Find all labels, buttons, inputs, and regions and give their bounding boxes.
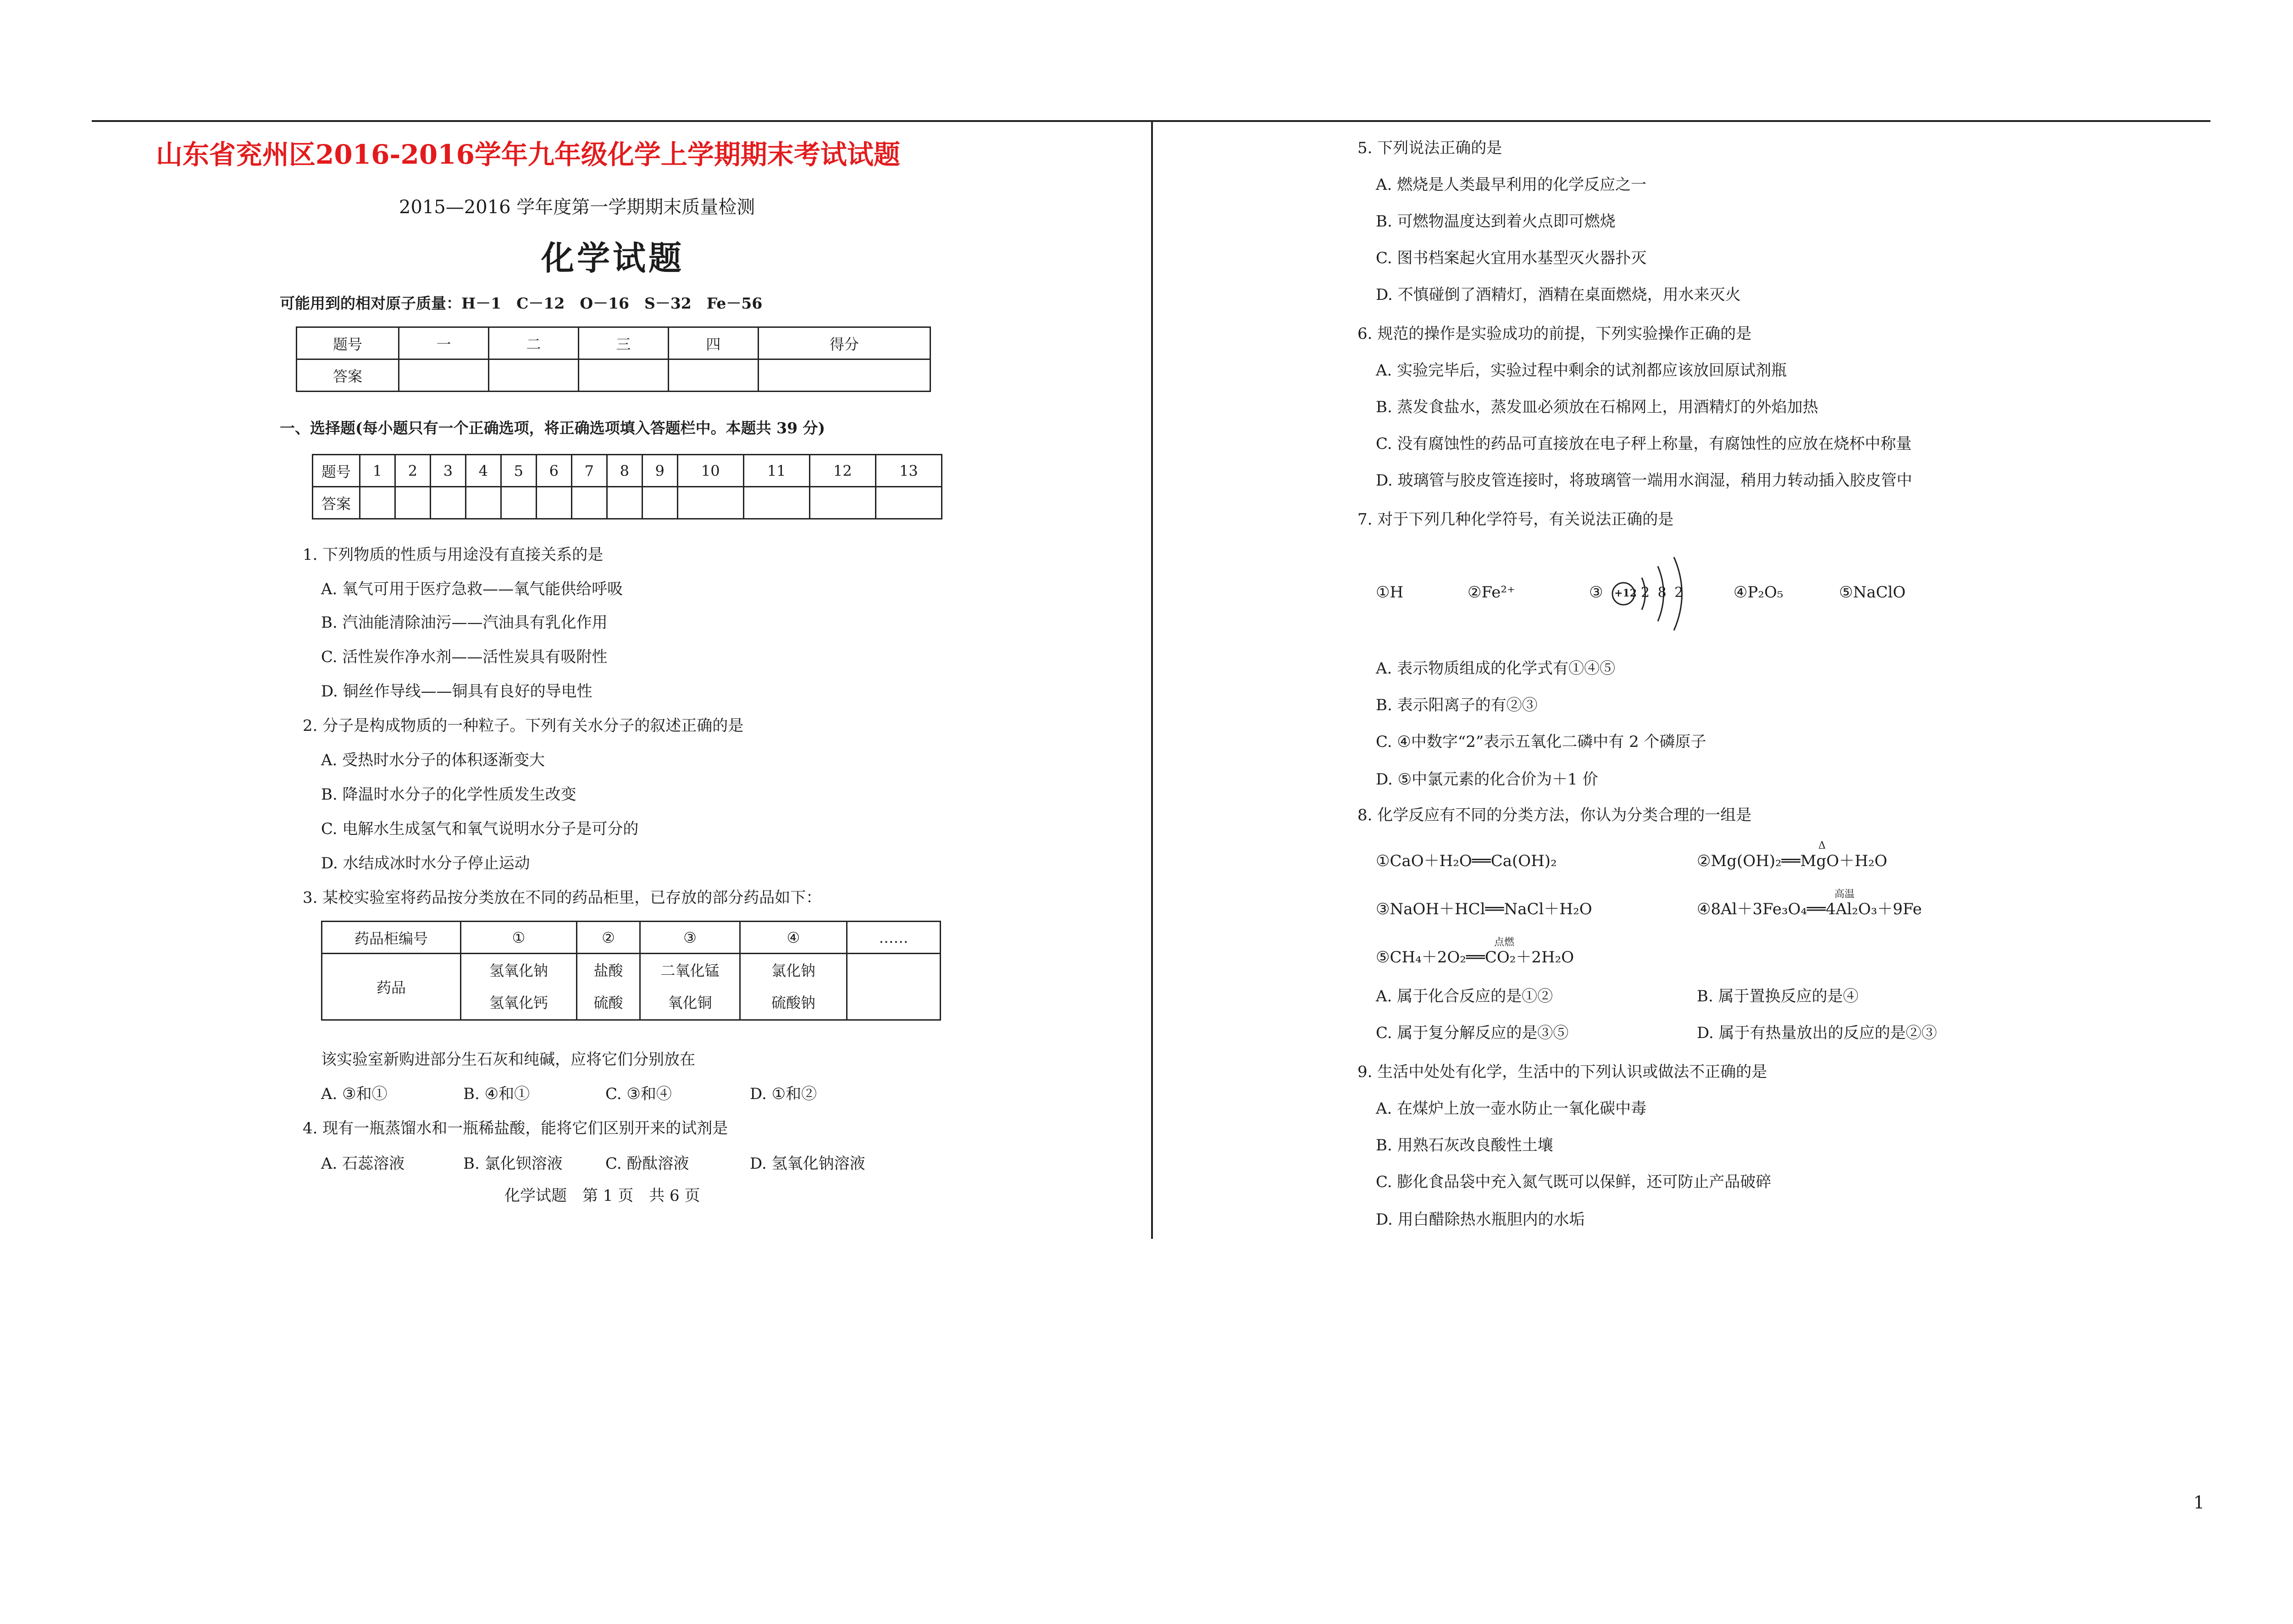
answer-cell	[743, 487, 809, 519]
q8-stem: 8. 化学反应有不同的分类方法，你认为分类合理的一组是	[1357, 806, 1752, 824]
cabinet-cell	[640, 954, 740, 1020]
q3-stem: 3. 某校实验室将药品按分类放在不同的药品柜里，已存放的部分药品如下：	[303, 889, 822, 907]
score-cell: 答案	[297, 359, 399, 392]
q6-option: C. 没有腐蚀性的药品可直接放在电子秤上称量，有腐蚀性的应放在烧杯中称量	[1376, 435, 1912, 453]
answer-cell	[395, 487, 430, 519]
answer-cell: 2	[395, 455, 430, 487]
q4-option: C. 酚酞溶液	[605, 1154, 689, 1173]
q8-option: A. 属于化合反应的是①②	[1376, 987, 1553, 1005]
document-title: 山东省兖州区2016-2016学年九年级化学上学期期末考试试题	[156, 139, 900, 170]
q9-option: A. 在煤炉上放一壶水防止一氧化碳中毒	[1376, 1099, 1647, 1118]
q7-symbol: ③	[1589, 583, 1603, 602]
cabinet-cell	[461, 954, 577, 1020]
q4-stem: 4. 现有一瓶蒸馏水和一瓶稀盐酸，能将它们区别开来的试剂是	[303, 1119, 728, 1138]
q3-option: A. ③和①	[321, 1085, 388, 1103]
cabinet-cell	[847, 954, 941, 1020]
answer-cell: 12	[809, 455, 875, 487]
answer-cell	[607, 487, 642, 519]
answer-table	[312, 454, 942, 519]
score-cell	[399, 359, 489, 392]
score-cell: 一	[399, 327, 489, 359]
score-cell: 题号	[297, 327, 399, 359]
score-cell	[758, 359, 930, 392]
q8-option: B. 属于置换反应的是④	[1697, 987, 1859, 1005]
score-cell: 二	[488, 327, 578, 359]
answer-cell	[642, 487, 677, 519]
answer-cell: 7	[571, 455, 607, 487]
q5-option: A. 燃烧是人类最早利用的化学反应之一	[1376, 176, 1647, 194]
cabinet-item: 氢氧化钙	[489, 994, 548, 1011]
q1-stem: 1. 下列物质的性质与用途没有直接关系的是	[303, 546, 604, 564]
score-cell: 三	[578, 327, 668, 359]
answer-cell: 答案	[313, 487, 360, 519]
cabinet-cell: ①	[461, 922, 577, 954]
q3-option: B. ④和①	[463, 1085, 530, 1103]
cabinet-cell	[740, 954, 847, 1020]
q7-stem: 7. 对于下列几种化学符号，有关说法正确的是	[1357, 510, 1674, 529]
column-divider	[1151, 120, 1153, 1239]
q4-option: D. 氢氧化钠溶液	[750, 1154, 865, 1173]
cabinet-cell: ②	[577, 922, 640, 954]
score-cell	[578, 359, 668, 392]
q4-option: A. 石蕊溶液	[321, 1154, 405, 1173]
cabinet-cell: 药品柜编号	[322, 922, 461, 954]
cabinet-cell: ……	[847, 922, 941, 954]
q1-option: C. 活性炭作净水剂——活性炭具有吸附性	[321, 648, 608, 666]
q5-option: B. 可燃物温度达到着火点即可燃烧	[1376, 212, 1616, 231]
answer-cell: 11	[743, 455, 809, 487]
q5-option: D. 不慎碰倒了酒精灯，酒精在桌面燃烧，用水来灭火	[1376, 286, 1741, 304]
cabinet-table	[321, 921, 941, 1021]
q8-condition: 点燃	[1494, 937, 1515, 948]
atomic-masses: 可能用到的相对原子质量：H－1 C－12 O－16 S－32 Fe－56	[280, 294, 763, 312]
q9-option: B. 用熟石灰改良酸性土壤	[1376, 1136, 1553, 1154]
cabinet-item: 氢氧化钠	[489, 962, 548, 979]
cabinet-item: 二氧化锰	[660, 962, 720, 979]
cabinet-item: 硫酸	[593, 994, 623, 1011]
q9-stem: 9. 生活中处处有化学，生活中的下列认识或做法不正确的是	[1357, 1063, 1767, 1081]
q8-option: C. 属于复分解反应的是③⑤	[1376, 1024, 1569, 1042]
cabinet-cell: ③	[640, 922, 740, 954]
answer-cell: 6	[536, 455, 571, 487]
q8-condition: Δ	[1818, 840, 1826, 851]
q2-option: A. 受热时水分子的体积逐渐变大	[321, 751, 545, 769]
q8-condition: 高温	[1834, 889, 1855, 900]
score-table	[296, 326, 931, 392]
exam-title: 化学试题	[541, 238, 685, 277]
q8-equation: ⑤CH₄＋2O₂══CO₂＋2H₂O	[1376, 948, 1574, 967]
q7-option: D. ⑤中氯元素的化合价为＋1 价	[1376, 770, 1598, 789]
answer-cell	[677, 487, 743, 519]
q1-option: B. 汽油能清除油污——汽油具有乳化作用	[321, 613, 608, 632]
q7-symbol: ②Fe²⁺	[1468, 583, 1515, 602]
score-cell	[488, 359, 578, 392]
q5-stem: 5. 下列说法正确的是	[1357, 139, 1502, 157]
answer-cell	[875, 487, 942, 519]
cabinet-item: 氯化钠	[771, 962, 815, 979]
score-cell: 四	[668, 327, 758, 359]
answer-cell	[809, 487, 875, 519]
exam-subtitle: 2015—2016 学年度第一学期期末质量检测	[399, 197, 755, 218]
answer-cell	[360, 487, 395, 519]
page-footer: 化学试题 第 1 页 共 6 页	[504, 1187, 700, 1205]
q7-option: C. ④中数字“2”表示五氧化二磷中有 2 个磷原子	[1376, 733, 1706, 751]
q7-symbol: ④P₂O₅	[1734, 583, 1783, 602]
cabinet-item: 盐酸	[593, 962, 623, 979]
q7-option: A. 表示物质组成的化学式有①④⑤	[1376, 659, 1616, 678]
q6-stem: 6. 规范的操作是实验成功的前提，下列实验操作正确的是	[1357, 325, 1752, 343]
q2-option: D. 水结成冰时水分子停止运动	[321, 854, 530, 873]
page-number: 1	[2193, 1492, 2204, 1513]
atom-nucleus-label: +12	[1614, 587, 1637, 599]
answer-cell: 1	[360, 455, 395, 487]
q9-option: D. 用白醋除热水瓶胆内的水垢	[1376, 1210, 1585, 1229]
q2-option: B. 降温时水分子的化学性质发生改变	[321, 785, 576, 804]
answer-cell: 3	[430, 455, 465, 487]
score-cell	[668, 359, 758, 392]
q1-option: D. 铜丝作导线——铜具有良好的导电性	[321, 682, 593, 701]
q4-option: B. 氯化钡溶液	[463, 1154, 563, 1173]
q6-option: D. 玻璃管与胶皮管连接时，将玻璃管一端用水润湿，稍用力转动插入胶皮管中	[1376, 471, 1912, 490]
answer-cell: 题号	[313, 455, 360, 487]
answer-cell: 9	[642, 455, 677, 487]
q9-option: C. 膨化食品袋中充入氮气既可以保鲜，还可防止产品破碎	[1376, 1173, 1772, 1191]
q3-option: C. ③和④	[605, 1085, 672, 1103]
answer-cell: 4	[465, 455, 501, 487]
q3-followup: 该实验室新购进部分生石灰和纯碱，应将它们分别放在	[321, 1050, 695, 1069]
cabinet-cell: 药品	[322, 954, 461, 1020]
q6-option: B. 蒸发食盐水，蒸发皿必须放在石棉网上，用酒精灯的外焰加热	[1376, 398, 1818, 416]
answer-cell: 13	[875, 455, 942, 487]
q8-equation: ②Mg(OH)₂══MgO＋H₂O	[1697, 852, 1888, 870]
q5-option: C. 图书档案起火宜用水基型灭火器扑灭	[1376, 249, 1647, 267]
q7-symbol: ①H	[1376, 583, 1404, 602]
answer-cell	[465, 487, 501, 519]
q7-option: B. 表示阳离子的有②③	[1376, 696, 1538, 714]
answer-cell: 5	[501, 455, 536, 487]
answer-cell	[536, 487, 571, 519]
q7-symbol: ⑤NaClO	[1839, 583, 1906, 602]
q6-option: A. 实验完毕后，实验过程中剩余的试剂都应该放回原试剂瓶	[1376, 361, 1787, 380]
cabinet-item: 氧化铜	[668, 994, 712, 1011]
answer-cell	[430, 487, 465, 519]
score-cell: 得分	[758, 327, 930, 359]
section1-heading: 一、选择题(每小题只有一个正确选项，将正确选项填入答题栏中。本题共 39 分)	[280, 419, 825, 437]
atom-shell-label: 2 8 2	[1641, 585, 1685, 601]
cabinet-cell	[577, 954, 640, 1020]
q3-option: D. ①和②	[750, 1085, 817, 1103]
cabinet-item: 硫酸钠	[771, 994, 815, 1011]
q2-stem: 2. 分子是构成物质的一种粒子。下列有关水分子的叙述正确的是	[303, 717, 744, 735]
q2-option: C. 电解水生成氢气和氧气说明水分子是可分的	[321, 820, 639, 838]
q8-equation: ③NaOH＋HCl══NaCl＋H₂O	[1376, 900, 1592, 918]
answer-cell	[501, 487, 536, 519]
answer-cell	[571, 487, 607, 519]
answer-cell: 8	[607, 455, 642, 487]
q1-option: A. 氧气可用于医疗急救——氧气能供给呼吸	[321, 580, 623, 598]
q8-option: D. 属于有热量放出的反应的是②③	[1697, 1024, 1937, 1042]
cabinet-cell: ④	[740, 922, 847, 954]
answer-cell: 10	[677, 455, 743, 487]
q8-equation: ①CaO＋H₂O══Ca(OH)₂	[1376, 852, 1557, 870]
atom-structure-diagram	[1610, 548, 1697, 640]
q8-equation: ④8Al＋3Fe₃O₄══4Al₂O₃＋9Fe	[1697, 900, 1922, 918]
